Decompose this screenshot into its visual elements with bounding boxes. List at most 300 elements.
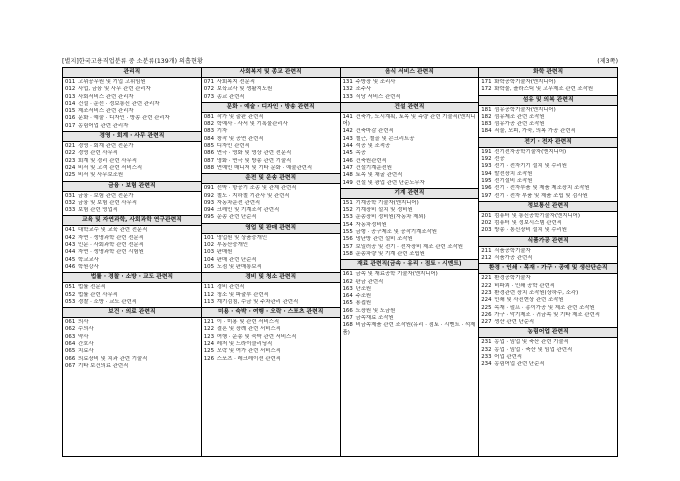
item-code: 227 xyxy=(481,319,492,326)
list-item xyxy=(481,354,615,361)
item-label: 크레인 및 기계조작 관련직 xyxy=(216,207,280,214)
item-label: 금융 및 보험 관련 사무직 xyxy=(78,199,137,206)
table-column xyxy=(202,68,341,456)
list-item xyxy=(481,227,615,234)
item-label: 고위공무원 및 기업 고위임원 xyxy=(78,79,146,85)
list-item xyxy=(204,326,338,333)
item-label: 기타 보건의료 관련직 xyxy=(78,362,129,369)
item-list xyxy=(202,184,340,222)
item-code: 022 xyxy=(65,150,76,157)
list-item xyxy=(65,242,199,249)
list-item xyxy=(65,356,199,363)
list-item xyxy=(204,165,338,172)
item-code: 144 xyxy=(342,143,353,150)
list-item xyxy=(343,244,477,251)
item-label: 냉난방 관련 설비 조작원 xyxy=(355,236,413,243)
item-label: 철근, 철골 및 콘크리트공 xyxy=(355,135,415,142)
item-label: 경비 관련직 xyxy=(216,284,245,291)
category-title: 법률 · 경찰 · 소방 · 교도 관련직 xyxy=(63,273,201,283)
item-label: 발전장치 조작원 xyxy=(494,170,533,177)
item-label: 수의사 xyxy=(78,326,94,333)
item-code: 072 xyxy=(203,86,215,93)
list-item xyxy=(481,193,615,200)
category-section xyxy=(202,273,340,308)
category-title: 환경 · 인쇄 · 목재 · 가구 · 공예 및 생산단순직 xyxy=(479,264,617,274)
item-code: 053 xyxy=(65,298,76,305)
list-item xyxy=(481,107,615,114)
item-code: 105 xyxy=(203,263,215,270)
category-title: 보건 · 의료 관련직 xyxy=(63,308,201,318)
item-code: 131 xyxy=(342,79,353,85)
item-label: 농림어업 관련 단순직 xyxy=(494,361,545,368)
item-code: 182 xyxy=(481,113,492,120)
item-code: 154 xyxy=(342,221,353,228)
category-title: 사회복지 및 종교 관련직 xyxy=(202,68,340,78)
list-item xyxy=(65,334,199,341)
item-label: 여행 · 운송 및 숙박 관련 서비스직 xyxy=(216,333,297,340)
item-code: 093 xyxy=(203,199,215,206)
item-code: 104 xyxy=(203,256,215,263)
item-label: 종교 관련직 xyxy=(216,93,245,100)
list-item xyxy=(343,308,477,315)
list-item xyxy=(204,292,338,299)
item-code: 017 xyxy=(65,122,76,129)
item-code: 226 xyxy=(481,311,492,318)
item-code: 163 xyxy=(342,285,353,292)
item-label: 계기검침, 수금 및 주차관리 관련직 xyxy=(216,298,299,305)
category-title: 경영 · 회계 · 사무 관련직 xyxy=(63,132,201,142)
item-code: 067 xyxy=(65,362,76,369)
category-title: 미용 · 숙박 · 여행 · 오락 · 스포츠 관련직 xyxy=(202,308,340,318)
list-item xyxy=(65,158,199,165)
category-title: 재료 관련직(금속 · 유리 · 점토 · 시멘트) xyxy=(341,260,479,270)
category-section xyxy=(63,273,201,308)
list-item xyxy=(65,257,199,264)
item-label: 운송 관련 단순직 xyxy=(216,214,257,221)
item-code: 171 xyxy=(481,79,492,85)
item-code: 145 xyxy=(342,150,353,157)
item-label: 사회복지 전문직 xyxy=(216,79,255,85)
item-label: 영업원 및 상품중개인 xyxy=(216,234,268,241)
list-item xyxy=(481,319,615,326)
item-code: 065 xyxy=(65,348,76,355)
item-label: 경찰 · 소방 · 교도 관련직 xyxy=(78,298,137,305)
item-label: 연예인 매니저 및 기타 문화 · 예술관련직 xyxy=(216,164,313,171)
list-item xyxy=(481,248,615,255)
list-item xyxy=(481,128,615,135)
list-item xyxy=(204,158,338,165)
list-item xyxy=(65,264,199,271)
item-label: 자동차운전 관련직 xyxy=(216,199,261,206)
list-item xyxy=(481,305,615,312)
list-item xyxy=(481,185,615,192)
item-label: 금융 · 보험 관련 전문가 xyxy=(78,192,134,199)
list-item xyxy=(481,156,615,163)
list-item xyxy=(65,172,199,179)
item-list xyxy=(63,78,201,131)
item-label: 조주사 xyxy=(355,86,372,93)
category-title: 문화 · 예술 · 디자인 · 방송 관련직 xyxy=(202,103,340,113)
item-code: 122 xyxy=(203,326,215,333)
item-list xyxy=(202,283,340,307)
item-code: 194 xyxy=(481,170,492,177)
item-code: 165 xyxy=(342,300,353,307)
item-label: 치료사 xyxy=(78,348,94,355)
list-item xyxy=(204,136,338,143)
item-label: 가구 · 악기제조 · 귀금속 및 기타 제조 관련직 xyxy=(494,311,600,318)
item-code: 126 xyxy=(203,355,215,362)
item-label: 학교교사 xyxy=(78,256,99,263)
list-item xyxy=(343,94,477,101)
item-list xyxy=(63,283,201,307)
item-code: 221 xyxy=(481,275,492,282)
list-item xyxy=(343,293,477,300)
category-section xyxy=(63,132,201,181)
list-item xyxy=(343,322,477,337)
item-code: 172 xyxy=(481,86,492,93)
category-title: 건설 관련직 xyxy=(341,103,479,113)
item-list xyxy=(479,78,617,95)
item-label: 이 · 미용 및 관련 서비스직 xyxy=(216,319,280,326)
item-label: 문화 · 예술 · 디자인 · 방송 관련 관리자 xyxy=(78,115,170,122)
item-label: 선박 · 항공기 조종 및 관제 관련직 xyxy=(216,185,297,192)
item-code: 103 xyxy=(203,249,215,256)
item-code: 197 xyxy=(481,192,492,199)
item-label: 건설기계운전원 xyxy=(355,164,392,171)
category-title: 화학 관련직 xyxy=(479,68,617,78)
list-item xyxy=(65,123,199,130)
list-item xyxy=(481,121,615,128)
item-label: 인쇄 및 사진현상 관련 조작원 xyxy=(494,297,564,304)
category-section xyxy=(202,224,340,273)
list-item xyxy=(343,136,477,143)
category-section xyxy=(341,68,479,103)
list-item xyxy=(481,220,615,227)
item-label: 섬유가공 관련 조작원 xyxy=(494,121,545,128)
item-list xyxy=(202,318,340,364)
item-label: 건설 · 운선 · 정보통신 관련 관리자 xyxy=(78,100,160,107)
item-label: 목공 xyxy=(355,150,366,157)
item-label: 금속재료 조작원 xyxy=(355,315,394,322)
item-code: 086 xyxy=(203,150,215,157)
item-code: 046 xyxy=(65,263,76,270)
item-label: 식품가공 관련직 xyxy=(494,255,533,262)
item-label: 부동산중개인 xyxy=(216,242,248,249)
list-item xyxy=(65,150,199,157)
item-label: 전기설비 조작원 xyxy=(494,177,533,184)
item-label: 사회서비스 관련 관리자 xyxy=(78,93,134,100)
item-label: 대학교수 및 교육 관련 전문직 xyxy=(78,227,148,234)
list-item xyxy=(343,86,477,93)
category-section xyxy=(63,308,201,371)
category-section xyxy=(479,96,617,138)
list-item xyxy=(65,86,199,93)
list-item xyxy=(481,290,615,297)
list-item xyxy=(481,361,615,368)
item-label: 화학공학기술자(엔지니어) xyxy=(494,79,556,85)
item-label: 자연 · 생명과학 관련 시험원 xyxy=(78,249,144,256)
item-label: 영화 · 연극 및 방송 관련 기술직 xyxy=(216,157,292,164)
item-label: 단조원 xyxy=(355,285,372,292)
item-label: 기자 xyxy=(216,128,228,135)
list-item xyxy=(481,79,615,86)
item-code: 071 xyxy=(203,79,215,85)
item-label: 전기 · 전자 부품 및 제품 조립 및 검사원 xyxy=(494,192,588,199)
item-code: 181 xyxy=(481,106,492,113)
item-label: 결혼 및 장례 관련 서비스직 xyxy=(216,326,281,333)
item-label: 전기 · 전자기기 설치 및 수리원 xyxy=(494,163,568,170)
list-item xyxy=(65,292,199,299)
category-section xyxy=(479,264,617,328)
item-code: 094 xyxy=(203,207,215,214)
item-list xyxy=(479,212,617,236)
item-code: 014 xyxy=(65,100,76,107)
item-code: 064 xyxy=(65,341,76,348)
list-item xyxy=(65,101,199,108)
item-code: 033 xyxy=(65,207,76,214)
item-label: 사업, 금융 및 사무 관련 관리자 xyxy=(78,86,151,93)
item-code: 095 xyxy=(203,214,215,221)
table-column xyxy=(479,68,617,456)
item-label: 건축마감 관련직 xyxy=(355,128,394,135)
item-list xyxy=(63,192,201,216)
item-label: 자동차정비원 xyxy=(355,221,387,228)
item-label: 청소 및 파출부 관련직 xyxy=(216,291,269,298)
item-code: 196 xyxy=(481,185,492,192)
item-label: 식당 서비스 관련직 xyxy=(355,93,401,100)
category-title: 음식 서비스 관련직 xyxy=(341,68,479,78)
list-item xyxy=(481,255,615,262)
category-title: 전기 · 전자 관련직 xyxy=(479,138,617,148)
item-code: 193 xyxy=(481,163,492,170)
item-code: 032 xyxy=(65,199,76,206)
item-label: 섬유공학기술자(엔지니어) xyxy=(494,106,556,113)
list-item xyxy=(65,319,199,326)
item-code: 111 xyxy=(203,284,215,291)
item-code: 073 xyxy=(203,93,215,100)
item-code: 212 xyxy=(481,255,492,262)
list-item xyxy=(204,200,338,207)
list-item xyxy=(204,79,338,86)
list-item xyxy=(343,143,477,150)
item-list xyxy=(341,78,479,102)
item-code: 195 xyxy=(481,177,492,184)
list-item xyxy=(204,235,338,242)
category-section xyxy=(63,216,201,273)
list-item xyxy=(204,150,338,157)
item-label: 도장원 및 도금원 xyxy=(355,307,396,314)
item-code: 088 xyxy=(203,164,215,171)
category-section xyxy=(341,103,479,189)
item-label: 비서 및 사무보조원 xyxy=(78,172,124,179)
item-code: 041 xyxy=(65,227,76,234)
item-label: 보험 관련 영업직 xyxy=(78,207,118,214)
item-label: 노점 및 판매통보직 xyxy=(216,263,262,270)
item-code: 191 xyxy=(481,148,492,155)
item-code: 166 xyxy=(342,307,353,314)
item-label: 보일러공 및 전기 · 전자장비 제조 관련 조작원 xyxy=(355,243,463,250)
category-title: 경비 및 청소 관련직 xyxy=(202,273,340,283)
item-label: 법률 전문직 xyxy=(78,284,106,291)
list-item xyxy=(343,315,477,322)
list-item xyxy=(481,283,615,290)
list-item xyxy=(343,214,477,221)
list-item xyxy=(204,121,338,128)
item-label: 용접원 xyxy=(355,300,372,307)
item-label: 건설 및 광업 관련 단순노무자 xyxy=(355,179,425,186)
list-item xyxy=(481,312,615,319)
category-section xyxy=(479,68,617,96)
item-label: 판매원 xyxy=(216,249,233,256)
list-item xyxy=(65,193,199,200)
item-label: 오락 및 여가 관련 서비스직 xyxy=(216,348,281,355)
category-section xyxy=(341,260,479,338)
item-code: 164 xyxy=(342,293,353,300)
item-label: 학예사 · 사서 및 기록물관리사 xyxy=(216,121,288,128)
item-label: 주방장 및 조리사 xyxy=(355,79,396,85)
item-code: 146 xyxy=(342,157,353,164)
item-code: 102 xyxy=(203,242,215,249)
item-label: 의사 xyxy=(78,319,89,326)
item-code: 085 xyxy=(203,143,215,150)
item-label: 운송차량 및 기계 관련 조립원 xyxy=(355,250,425,257)
table-column xyxy=(63,68,202,456)
list-item xyxy=(65,165,199,172)
item-code: 155 xyxy=(342,229,353,236)
item-code: 183 xyxy=(481,121,492,128)
list-item xyxy=(481,178,615,185)
occupation-classification-table xyxy=(62,67,618,457)
category-section xyxy=(202,174,340,223)
list-item xyxy=(481,213,615,220)
list-item xyxy=(204,348,338,355)
category-section xyxy=(202,308,340,364)
item-code: 025 xyxy=(65,172,76,179)
category-section xyxy=(202,103,340,174)
item-code: 092 xyxy=(203,192,215,199)
item-label: 보육교사 및 생활지도원 xyxy=(216,86,273,93)
item-code: 112 xyxy=(203,291,215,298)
list-item xyxy=(204,193,338,200)
item-code: 148 xyxy=(342,172,353,179)
list-item xyxy=(481,163,615,170)
list-item xyxy=(204,284,338,291)
item-code: 192 xyxy=(481,156,492,163)
item-label: 석공 및 조적공 xyxy=(355,143,391,150)
item-code: 156 xyxy=(342,236,353,243)
list-item xyxy=(343,150,477,157)
list-item xyxy=(343,286,477,293)
item-code: 052 xyxy=(65,291,76,298)
list-item xyxy=(343,279,477,286)
item-label: 금형 · 공구제조 및 공작기계조작원 xyxy=(355,229,437,236)
item-code: 101 xyxy=(203,234,215,241)
list-item xyxy=(204,257,338,264)
item-label: 전기 · 전자부품 및 제품 제조장치 조작원 xyxy=(494,185,590,192)
list-item xyxy=(204,299,338,306)
item-label: 방송 · 통신장비 설치 및 수리원 xyxy=(494,227,568,234)
item-code: 153 xyxy=(342,214,353,221)
list-item xyxy=(204,341,338,348)
list-item xyxy=(204,319,338,326)
list-item xyxy=(65,200,199,207)
document-title: [별지]한국고용직업분류 중 소분류(139개) 의흡현황 xyxy=(62,58,203,65)
item-code: 087 xyxy=(203,157,215,164)
item-code: 223 xyxy=(481,289,492,296)
list-item xyxy=(204,94,338,101)
item-label: 농림어업 관련 관리자 xyxy=(78,122,129,129)
list-item xyxy=(481,114,615,121)
item-list xyxy=(63,318,201,371)
list-item xyxy=(204,334,338,341)
item-label: 환경공학기술자 xyxy=(494,275,531,282)
item-code: 012 xyxy=(65,86,76,93)
item-list xyxy=(479,106,617,137)
item-label: 인문 · 사회과학 관련 전문직 xyxy=(78,242,144,249)
item-label: 운송장비 정비원(자동차 제외) xyxy=(355,214,426,221)
list-item xyxy=(481,347,615,354)
item-label: 간호사 xyxy=(78,341,94,348)
item-label: 건축가, 도시계획, 토목 및 측량 관련 기술직(엔지니어) xyxy=(342,113,476,128)
category-title: 농림어업 관련직 xyxy=(479,328,617,338)
item-label: 판금 관련직 xyxy=(355,278,384,285)
list-item xyxy=(65,227,199,234)
list-item xyxy=(204,214,338,221)
item-code: 083 xyxy=(203,128,215,135)
item-code: 021 xyxy=(65,143,76,150)
list-item xyxy=(65,235,199,242)
category-title: 기계 관련직 xyxy=(341,189,479,199)
item-code: 152 xyxy=(342,207,353,214)
item-label: 컴퓨터 및 통신공학기술자(엔지니어) xyxy=(494,212,580,219)
category-section xyxy=(63,68,201,132)
list-item xyxy=(65,326,199,333)
list-item xyxy=(65,115,199,122)
item-code: 013 xyxy=(65,93,76,100)
item-list xyxy=(63,226,201,272)
category-section xyxy=(63,182,201,217)
item-label: 기계장비 설치 및 정비원 xyxy=(355,207,413,214)
item-code: 063 xyxy=(65,333,76,340)
item-label: 비파괴 · 인쇄 공학 관련직 xyxy=(494,282,555,289)
list-item xyxy=(204,128,338,135)
item-code: 149 xyxy=(342,179,353,186)
item-code: 222 xyxy=(481,282,492,289)
item-code: 233 xyxy=(481,354,492,361)
list-item xyxy=(65,284,199,291)
category-title: 섬유 및 의복 관련직 xyxy=(479,96,617,106)
item-label: 철도 · 지하철 기관사 및 관련직 xyxy=(216,192,290,199)
list-item xyxy=(65,79,199,86)
category-title: 교육 및 자연과학, 사회과학 연구관련직 xyxy=(63,216,201,226)
list-item xyxy=(343,172,477,179)
item-code: 066 xyxy=(65,355,76,362)
item-code: 203 xyxy=(481,227,492,234)
item-code: 062 xyxy=(65,326,76,333)
item-list xyxy=(341,199,479,259)
item-code: 232 xyxy=(481,346,492,353)
list-item xyxy=(481,86,615,93)
list-item xyxy=(343,128,477,135)
category-section xyxy=(479,328,617,369)
item-label: 주조원 xyxy=(355,293,372,300)
item-code: 024 xyxy=(65,164,76,171)
item-label: 회계 및 경리 관련 사무직 xyxy=(78,157,137,164)
item-code: 043 xyxy=(65,242,76,249)
category-title: 식품가공 관련직 xyxy=(479,237,617,247)
item-label: 화학물, 플라스틱 및 고무제조 관련 조작원 xyxy=(494,86,594,93)
item-code: 142 xyxy=(342,128,353,135)
